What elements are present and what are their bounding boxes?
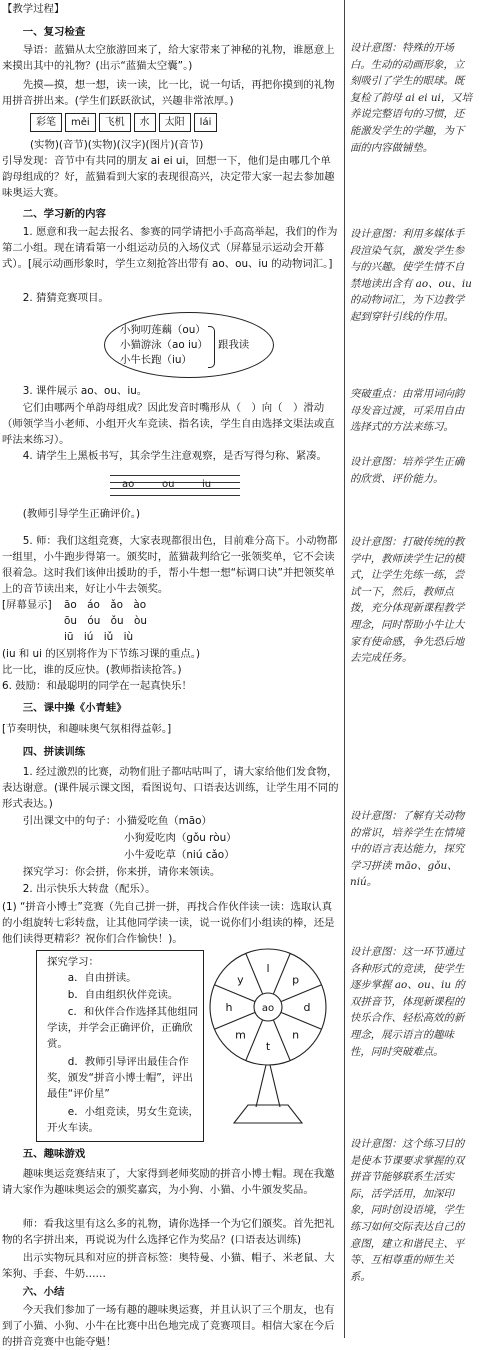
column-divider <box>344 0 345 1338</box>
section-3-title: 三、课中操《小青蛙》 <box>22 702 127 714</box>
design-note-8: 设计意图：这个练习目的是使本节课要求掌握的双拼音节能够联系生活实际，活学活用，加深印象，同时创设语境，学生练习如何交际表达自己的意图，建立和谐民主、平等、互相尊重的师生关系。 <box>350 1138 465 1283</box>
design-note-5: 设计意图：打破传统的教学中，教师读学生记的模式，让学生先练一练，尝试一下，然后，教师点拨，充分体现新课程教学理念，同时帮助小牛让大家有使命感，争先恐后地去完成任务。 <box>350 536 465 665</box>
box-item-c: c．和伙伴合作选择其他组同学读，并学会正确评价，正确欣赏。 <box>47 1006 199 1050</box>
box-item-e: e．小组竞读，男女生竞读，开火车读。 <box>47 1106 199 1134</box>
section-1-title: 一、复习检查 <box>22 26 86 38</box>
turntable-wheel <box>208 945 336 1129</box>
s1-intro: 导语：蓝猫从太空旅游回来了，给大家带来了神秘的礼物，谁愿意上来摸出其中的礼物？(出示“蓝猫太空囊”。) <box>2 44 335 72</box>
s4-explore: 探究学习：你会拼，你来拼，请你来领读。 <box>22 866 221 878</box>
box-item-a: a．自由拼读。 <box>67 972 137 984</box>
design-note-2: 设计意图：利用多媒体手段渲染气氛，激发学生参与的兴趣。使学生情不自禁地读出含有 ao、ou、iu 的动物词汇，为下边教学起到穿针引线的作用。 <box>350 228 472 323</box>
s2-item-4: 4. 请学生上黑板书写，其余学生注意观察，是否写得匀称、紧凑。 <box>22 450 327 462</box>
word-card: 飞机 <box>99 113 131 132</box>
box-title: 探究学习： <box>47 956 99 968</box>
s2-item-3-detail: 它们由哪两个单韵母组成？因此发音时嘴形从（ ）向（ ）滑动（师领学当小老师、小组开火车竞读、指名读，学生自由选择文渠法或直呼法来练习）。 <box>2 402 335 446</box>
s1-guide: 引导发现：音节中有共同的朋友 ai ei ui，回想一下，他们是由哪几个单韵母组成的？好，蓝猫看到大家的表现很高兴，决定带大家一起去参加趣味奥运大赛。 <box>2 155 335 199</box>
section-2-title: 二、学习新的内容 <box>22 208 106 220</box>
s4-contest: (1) “拼音小博士”竞赛（先自己拼一拼，再找合作伙伴读一读：选取认真的小组旋转七彩转盘，让其他同学读一读，说一说你们小组读的棒，还是他们读得更精彩？祝你们合作愉快！)。 <box>2 901 335 945</box>
s2-item-3: 3. 课件展示 ao、ou、iu。 <box>22 385 148 397</box>
header-label: 【教学过程】 <box>2 3 65 15</box>
s4-sentence-2: 小狗爱吃肉（gǒu ròu） <box>124 832 237 844</box>
s2-compare: 比一比，谁的反应快。(教师指读抢答。) <box>2 664 182 676</box>
card-types: (实物)(音节)(实物)(汉字)(图片)(音节) <box>30 139 204 151</box>
wheel-letter: m <box>235 1028 246 1042</box>
word-card: měi <box>65 113 96 132</box>
grid-syllable: iu <box>202 479 212 490</box>
bracket <box>208 326 215 368</box>
box-item-b: b．自由组织伙伴竞读。 <box>67 989 179 1001</box>
design-note-7: 设计意图：这一环节通过各种形式的竞读，使学生逐步掌握 ao、ou、iu 的双拼音节，体现新课程的快乐合作、轻松高效的新理念，展示语言的趣味性，同时突破难点。 <box>350 946 465 1058</box>
design-note-3: 突破重点：由常用词向韵母发音过渡，可采用自由选择式的方法来练习。 <box>350 388 465 434</box>
wheel-letter: l <box>266 962 270 975</box>
wheel-letter: d <box>303 1001 311 1014</box>
s4-item-1: 1. 经过激烈的比赛，动物们肚子都咕咕叫了，请大家给他们发食物，表达谢意。(课件展示课文图，看图说句、口语表达训练，让学生用不同的形式表达。) <box>2 766 339 810</box>
s4-sentence-1: 引出课文中的句子：小猫爱吃鱼（māo） <box>22 815 212 827</box>
s2-iu-ui-note: (iu 和 ui 的区别将作为下节练习课的重点。) <box>2 648 201 660</box>
section-4-title: 四、拼读训练 <box>22 746 86 758</box>
s2-item-2: 2. 猜猜竞赛项目。 <box>22 292 109 304</box>
tone-row-1: āo áo ǎo ào <box>64 599 147 611</box>
section-5-title: 五、趣味游戏 <box>22 1148 86 1160</box>
design-note-1: 设计意图：特殊的开场白。生动的动画形象，立刻吸引了学生的眼球。既复检了韵母 ai ei ui，又培养说完整语句的习惯，还能激发学生的学趣，为下面的内容做铺垫。 <box>350 42 473 154</box>
section-6-title: 六、小结 <box>22 1286 65 1298</box>
s6-summary: 今天我们参加了一场有趣的趣味奥运赛，并且认识了三个朋友，也有到了小猫、小狗、小牛在比赛中出色地完成了竞赛项目。相信大家在今后的拼音竞赛中也能夺魁！ <box>2 1304 335 1348</box>
wheel-letter: t <box>265 1040 271 1053</box>
screen-display-label: [屏幕显示] <box>2 599 52 611</box>
s1-instruction: 先摸—摸，想一想，读一读，比一比，说一句话，再把你摸到的礼物用拼音拼出来。(学生们跃跃欲试，兴趣非常浓厚。) <box>2 79 335 107</box>
s2-eval-note: (教师引导学生正确评价。) <box>22 508 141 520</box>
oval-line-2: 小猫游泳（ao iu） <box>120 339 208 351</box>
oval-line-3: 小牛长跑（iu） <box>120 354 192 366</box>
s2-item-6: 6. 鼓励：和最聪明的同学在一起真快乐！ <box>2 680 192 692</box>
wheel-letter: h <box>225 1001 233 1014</box>
s3-note: [节奏明快，和趣味奥气氛相得益彰。] <box>2 723 172 735</box>
box-item-d: d．教师引导评出最佳合作奖，颁发“拼音小博士帽”，评出最佳“评价星” <box>47 1056 193 1100</box>
follow-read-label: 跟我读 <box>218 339 250 351</box>
wheel-letter: n <box>292 1028 300 1042</box>
tone-row-2: ōu óu ǒu òu <box>64 615 147 627</box>
writing-grid <box>110 475 240 495</box>
s4-sentence-3: 小牛爱吃草（niú cǎo） <box>124 849 235 861</box>
design-note-6: 设计意图：了解有关动物的常识，培养学生在情境中的语言表达能力，探究学习拼读 māo、gǒu、niú。 <box>350 810 465 889</box>
wheel-center-label: ao <box>261 1003 275 1014</box>
s5-intro: 趣味奥运竞赛结束了，大家得到老师奖励的拼音小博士帽。现在我邀请大家作为趣味奥运会的颁奖嘉宾，为小狗、小猫、小牛颁发奖品。 <box>2 1168 335 1196</box>
word-card: 彩笔 <box>30 113 62 132</box>
oval-line-1: 小狗叨莲藕（ou） <box>120 324 206 336</box>
s4-item-2: 2. 出示快乐大转盘（配乐）。 <box>22 883 156 895</box>
s2-item-1: 1. 愿意和我一起去报名、参赛的同学请把小手高高举起，我们的作为第二小组。现在请看第一小组运动员的入场仪式（屏幕显示运动会开幕式）。[展示动画形象时，学生立刻抢答出带有 ao、ou、iu 的动物词汇。] <box>2 226 338 270</box>
tone-row-3: iū iú iǔ iù <box>64 631 134 643</box>
design-note-4: 设计意图：培养学生正确的欣赏、评价能力。 <box>350 456 465 485</box>
wheel-letter: y <box>237 973 244 987</box>
explore-box <box>36 950 204 1142</box>
word-card: 水 <box>134 113 156 132</box>
wheel-letter: p <box>292 973 300 987</box>
grid-syllable: ao <box>122 479 135 490</box>
s5-props: 出示实物玩具和对应的拼音标签：奥特曼、小猫、帽子、米老鼠、大笨狗、手套、牛奶…… <box>2 1252 335 1280</box>
s2-item-5: 5. 师：我们这组竞赛，大家表现都很出色，目前难分高下。小动物都一组里，小牛跑步得第一。颁奖时，蓝猫裁判给它一张领奖单，它不会读很着急。这时我们该伸出援助的手，帮小牛想一想“标调口诀”并把领奖单上的音节读出来，好让小牛去领奖。 <box>2 535 338 595</box>
card-row <box>2 113 340 132</box>
word-card: lái <box>194 113 218 132</box>
grid-syllable: ou <box>162 479 175 490</box>
s5-teacher: 师：看我这里有这么多的礼物，请你选择一个为它们颁奖。首先把礼物的名字拼出来，再说说为什么选择它作为奖品？(口语表达训练) <box>2 1218 335 1246</box>
word-card: 太阳 <box>159 113 191 132</box>
